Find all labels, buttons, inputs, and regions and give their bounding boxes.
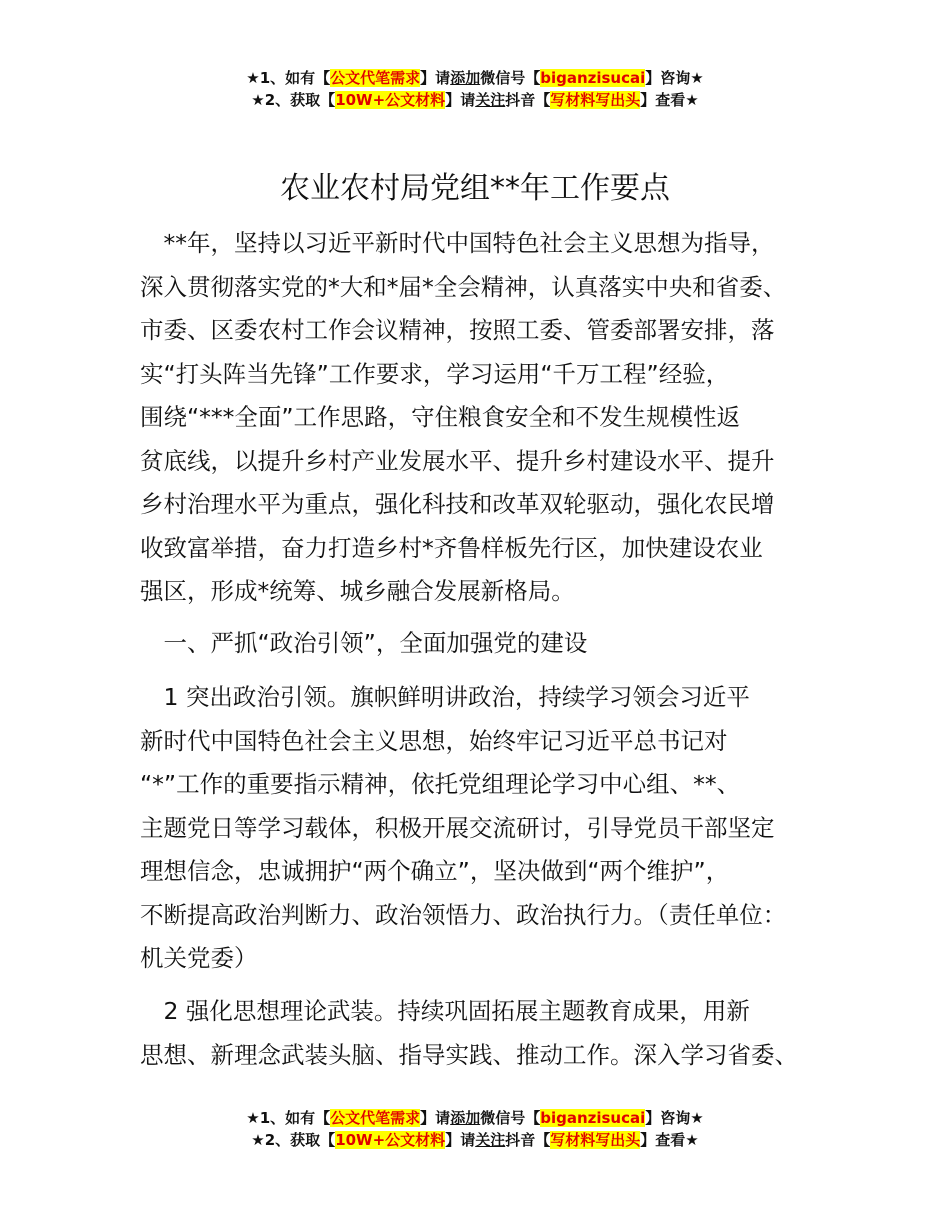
paragraph-line: 强区，形成*统筹、城乡融合发展新格局。: [140, 577, 575, 605]
banner-highlight: biganzisucai: [540, 69, 646, 87]
banner-line-2: [0, 1129, 950, 1151]
banner-text: 】请: [445, 91, 476, 109]
item-2-paragraph: [140, 990, 840, 1077]
paragraph-line: 收致富举措，奋力打造乡村*齐鲁样板先行区，加快建设农业: [140, 533, 763, 562]
banner-text: ★1、如有【: [246, 69, 331, 87]
paragraph-line: “*”工作的重要指示精神，依托党组理论学习中心组、**、: [140, 770, 741, 798]
banner-line-1: [0, 1107, 950, 1129]
banner-highlight: biganzisucai: [540, 1109, 646, 1127]
document-title: 农业农村局党组**年工作要点: [280, 171, 670, 206]
banner-underlined-text: 添加: [450, 1109, 481, 1127]
banner-text: 】请: [420, 69, 451, 87]
top-promo-banner: [0, 67, 950, 111]
paragraph-line: 理想信念，忠诚拥护“两个确立”，坚决做到“两个维护”，: [140, 857, 730, 885]
banner-text: ★2、获取【: [251, 1131, 336, 1149]
banner-text: 】查看★: [640, 91, 699, 109]
section-heading: [140, 622, 840, 666]
item-1-paragraph: [140, 676, 840, 981]
banner-text: 微信号【: [480, 1109, 541, 1127]
paragraph-line: 不断提高政治判断力、政治领悟力、政治执行力。（责任单位：: [140, 900, 787, 929]
banner-text: 】查看★: [640, 1131, 699, 1149]
banner-text: 抖音【: [505, 91, 551, 109]
banner-highlight: 10W+公文材料: [335, 1131, 446, 1149]
paragraph-line: 围绕“***全面”工作思路，守住粮食安全和不发生规模性返: [140, 403, 741, 431]
banner-text: 】咨询★: [645, 1109, 704, 1127]
banner-text: 】咨询★: [645, 69, 704, 87]
banner-highlight: 写材料写出头: [550, 1131, 641, 1149]
paragraph-line: 主题党日等学习载体，积极开展交流研讨，引导党员干部坚定: [140, 813, 775, 842]
paragraph-line: 2 强化思想理论武装。持续巩固拓展主题教育成果，用新: [140, 997, 750, 1025]
banner-text: 】请: [420, 1109, 451, 1127]
intro-paragraph: [140, 222, 840, 614]
paragraph-line: **年，坚持以习近平新时代中国特色社会主义思想为指导，: [140, 229, 775, 257]
banner-text: 】请: [445, 1131, 476, 1149]
paragraph-line: 贫底线，以提升乡村产业发展水平、提升乡村建设水平、提升: [140, 446, 775, 475]
banner-highlight: 写材料写出头: [550, 91, 641, 109]
paragraph-line: 机关党委）: [140, 944, 258, 972]
paragraph-line: 实“打头阵当先锋”工作要求，学习运用“千万工程”经验，: [140, 359, 730, 388]
paragraph-line: 市委、区委农村工作会议精神，按照工委、管委部署安排，落: [140, 316, 775, 344]
banner-line-1: [0, 67, 950, 89]
paragraph-line: 乡村治理水平为重点，强化科技和改革双轮驱动，强化农民增: [140, 490, 775, 518]
banner-text: ★2、获取【: [251, 91, 336, 109]
paragraph-line: 深入贯彻落实党的*大和*届*全会精神，认真落实中央和省委、: [140, 272, 787, 301]
paragraph-line: 1 突出政治引领。旗帜鲜明讲政治，持续学习领会习近平: [140, 683, 750, 711]
banner-highlight: 10W+公文材料: [335, 91, 446, 109]
banner-underlined-text: 添加: [450, 69, 481, 87]
banner-highlight: 公文代笔需求: [330, 1109, 421, 1127]
banner-text: 抖音【: [505, 1131, 551, 1149]
banner-underlined-text: 关注: [475, 91, 506, 109]
section-heading-text: 一、严抓“政治引领”，全面加强党的建设: [140, 629, 588, 657]
banner-text: ★1、如有【: [246, 1109, 331, 1127]
banner-line-2: [0, 89, 950, 111]
paragraph-line: 思想、新理念武装头脑、指导实践、推动工作。深入学习省委、: [140, 1040, 798, 1069]
banner-highlight: 公文代笔需求: [330, 69, 421, 87]
banner-underlined-text: 关注: [475, 1131, 506, 1149]
bottom-promo-banner: [0, 1107, 950, 1151]
banner-text: 微信号【: [480, 69, 541, 87]
paragraph-line: 新时代中国特色社会主义思想，始终牢记习近平总书记对: [140, 726, 728, 755]
